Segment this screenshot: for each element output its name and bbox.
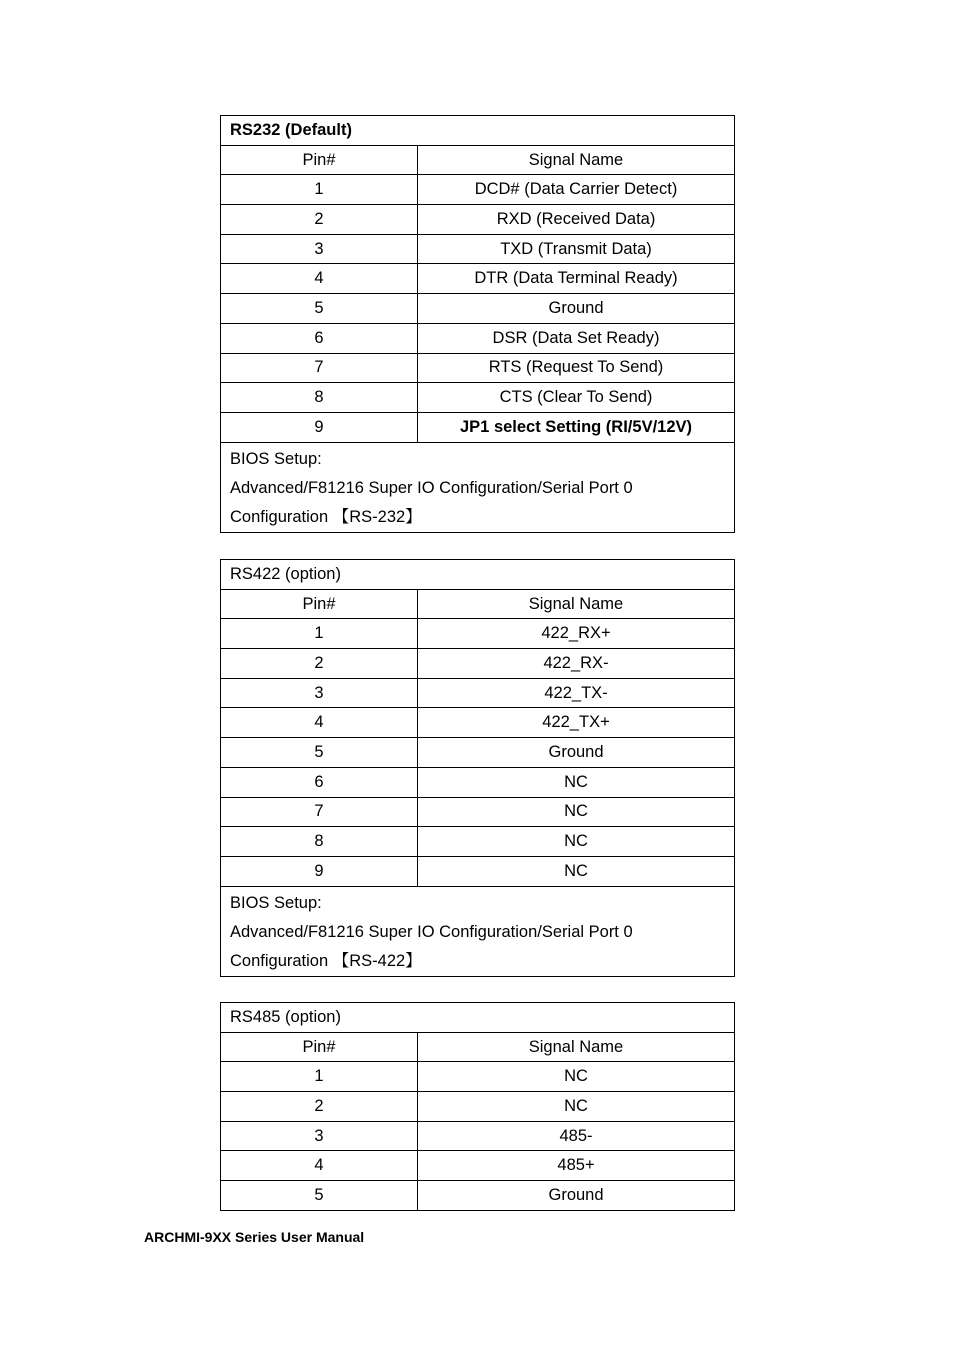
signal-cell: TXD (Transmit Data) <box>418 234 735 264</box>
table-row <box>221 412 735 442</box>
signal-cell: Ground <box>418 294 735 324</box>
rs232-table <box>220 115 735 533</box>
rs422-table <box>220 559 735 977</box>
rs485-table <box>220 1002 735 1211</box>
table-row <box>221 264 735 294</box>
signal-cell: NC <box>418 1062 735 1092</box>
table-row <box>221 649 735 679</box>
pin-cell: 2 <box>221 1092 418 1122</box>
column-header-pin: Pin# <box>221 145 418 175</box>
page-footer: ARCHMI-9XX Series User Manual <box>144 1229 365 1245</box>
pin-cell: 5 <box>221 738 418 768</box>
bios-line: Configuration 【RS-232】 <box>230 507 422 526</box>
table-row <box>221 767 735 797</box>
bios-setup-note <box>221 442 735 532</box>
pin-cell: 2 <box>221 205 418 235</box>
signal-cell: 422_TX- <box>418 678 735 708</box>
pin-cell: 6 <box>221 323 418 353</box>
table-row <box>221 856 735 886</box>
table-row <box>221 383 735 413</box>
table-row <box>221 827 735 857</box>
signal-cell: NC <box>418 856 735 886</box>
table-row <box>221 619 735 649</box>
signal-cell: DSR (Data Set Ready) <box>418 323 735 353</box>
signal-cell: NC <box>418 827 735 857</box>
table-row <box>221 1121 735 1151</box>
pin-cell: 4 <box>221 264 418 294</box>
table-row <box>221 1181 735 1211</box>
bios-line: BIOS Setup: <box>230 893 322 912</box>
signal-cell: CTS (Clear To Send) <box>418 383 735 413</box>
pin-cell: 9 <box>221 856 418 886</box>
pin-cell: 3 <box>221 234 418 264</box>
signal-cell: 422_RX+ <box>418 619 735 649</box>
table-row <box>221 323 735 353</box>
pin-cell: 8 <box>221 827 418 857</box>
pin-cell: 6 <box>221 767 418 797</box>
signal-cell: 422_TX+ <box>418 708 735 738</box>
bios-setup-row <box>221 886 735 976</box>
table-row <box>221 1092 735 1122</box>
pin-cell: 4 <box>221 708 418 738</box>
bios-line: Configuration 【RS-422】 <box>230 951 422 970</box>
table-row <box>221 1062 735 1092</box>
column-header-signal: Signal Name <box>418 1032 735 1062</box>
bios-setup-row <box>221 442 735 532</box>
table-title-row <box>221 1003 735 1033</box>
table-row <box>221 1151 735 1181</box>
table-title: RS485 (option) <box>221 1003 735 1033</box>
bios-line: BIOS Setup: <box>230 449 322 468</box>
table-header-row <box>221 589 735 619</box>
pin-cell: 5 <box>221 1181 418 1211</box>
table-title-row <box>221 560 735 590</box>
table-title-row <box>221 116 735 146</box>
pin-cell: 1 <box>221 1062 418 1092</box>
signal-cell: RTS (Request To Send) <box>418 353 735 383</box>
signal-cell: DTR (Data Terminal Ready) <box>418 264 735 294</box>
table-title: RS232 (Default) <box>221 116 735 146</box>
table-header-row <box>221 1032 735 1062</box>
table-title: RS422 (option) <box>221 560 735 590</box>
table-row <box>221 234 735 264</box>
signal-cell: 422_RX- <box>418 649 735 679</box>
bios-line: Advanced/F81216 Super IO Configuration/Serial Port 0 <box>230 478 633 497</box>
signal-cell: NC <box>418 797 735 827</box>
table-row <box>221 353 735 383</box>
table-row <box>221 175 735 205</box>
signal-cell: 485+ <box>418 1151 735 1181</box>
column-header-pin: Pin# <box>221 589 418 619</box>
signal-cell: DCD# (Data Carrier Detect) <box>418 175 735 205</box>
column-header-pin: Pin# <box>221 1032 418 1062</box>
bios-setup-note <box>221 886 735 976</box>
table-header-row <box>221 145 735 175</box>
signal-cell: JP1 select Setting (RI/5V/12V) <box>418 412 735 442</box>
pin-cell: 9 <box>221 412 418 442</box>
pin-cell: 7 <box>221 353 418 383</box>
pin-cell: 1 <box>221 175 418 205</box>
signal-cell: NC <box>418 767 735 797</box>
table-row <box>221 678 735 708</box>
bios-line: Advanced/F81216 Super IO Configuration/Serial Port 0 <box>230 922 633 941</box>
column-header-signal: Signal Name <box>418 145 735 175</box>
pin-cell: 7 <box>221 797 418 827</box>
table-row <box>221 708 735 738</box>
signal-cell: Ground <box>418 738 735 768</box>
pin-cell: 8 <box>221 383 418 413</box>
table-row <box>221 797 735 827</box>
signal-cell: Ground <box>418 1181 735 1211</box>
table-row <box>221 738 735 768</box>
signal-cell: RXD (Received Data) <box>418 205 735 235</box>
table-row <box>221 205 735 235</box>
pin-cell: 3 <box>221 678 418 708</box>
pin-cell: 4 <box>221 1151 418 1181</box>
pin-cell: 3 <box>221 1121 418 1151</box>
table-row <box>221 294 735 324</box>
pin-cell: 5 <box>221 294 418 324</box>
signal-cell: 485- <box>418 1121 735 1151</box>
column-header-signal: Signal Name <box>418 589 735 619</box>
pin-cell: 2 <box>221 649 418 679</box>
signal-cell: NC <box>418 1092 735 1122</box>
pin-cell: 1 <box>221 619 418 649</box>
